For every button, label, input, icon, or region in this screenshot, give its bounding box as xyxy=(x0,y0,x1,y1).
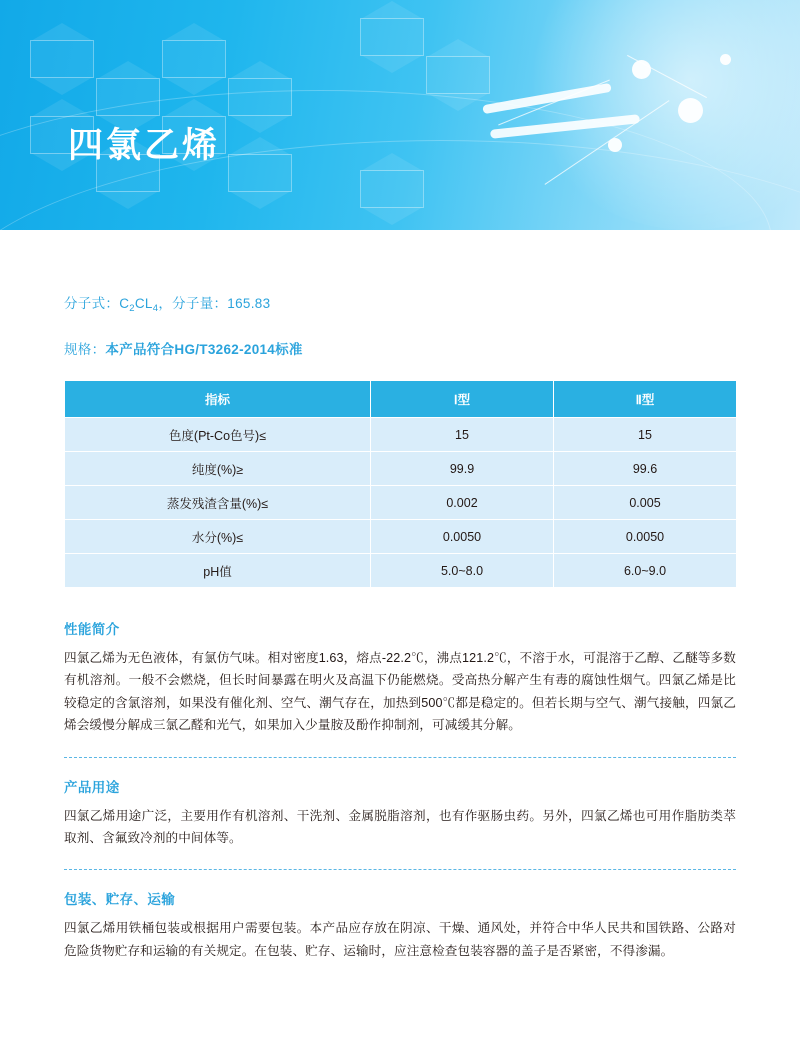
standard-value: 本产品符合HG/T3262-2014标准 xyxy=(105,342,303,357)
table-cell-type1: 0.0050 xyxy=(371,520,554,554)
table-cell-type1: 15 xyxy=(371,418,554,452)
table-row xyxy=(65,452,737,486)
hexagon-decoration xyxy=(360,18,424,56)
table-cell-type2: 6.0~9.0 xyxy=(554,554,737,588)
table-cell-indicator: 水分(%)≤ xyxy=(65,520,371,554)
table-cell-indicator: pH值 xyxy=(65,554,371,588)
section-divider xyxy=(64,869,736,870)
section-body-performance: 四氯乙烯为无色液体，有氯仿气味。相对密度1.63，熔点-22.2℃，沸点121.2℃，不溶于水，可混溶于乙醇、乙醚等多数有机溶剂。一般不会燃烧，但长时间暴露在明火及高温下仍能燃烧。受高热分解产生有毒的腐蚀性烟气。四氯乙烯是比较稳定的含氯溶剂，如果没有催化剂、空气、潮气存在，加热到500℃都是稳定的。但若长期与空气、潮气接触，四氯乙烯会缓慢分解成三氯乙醛和光气，如果加入少量胺及酚作抑制剂，可减缓其分解。 xyxy=(64,651,736,733)
hexagon-decoration xyxy=(162,40,226,78)
table-cell-indicator: 蒸发残渣含量(%)≤ xyxy=(65,486,371,520)
page-banner xyxy=(0,0,800,230)
section-title-performance: 性能简介 xyxy=(64,622,120,637)
formula-c: C xyxy=(119,296,130,311)
section-body-usage: 四氯乙烯用途广泛，主要用作有机溶剂、干洗剂、金属脱脂溶剂，也有作驱肠虫药。另外，四氯乙烯也可用作脂肪类萃取剂、含氟致冷剂的中间体等。 xyxy=(64,808,736,846)
page-title: 四氯乙烯 xyxy=(68,126,221,165)
table-cell-type2: 99.6 xyxy=(554,452,737,486)
table-header-cell: 指标 xyxy=(65,381,371,418)
table-row xyxy=(65,486,737,520)
molecule-icon xyxy=(472,46,772,196)
table-cell-type2: 0.005 xyxy=(554,486,737,520)
standard-line xyxy=(64,338,736,358)
section-title-packaging: 包装、贮存、运输 xyxy=(64,892,176,908)
formula-sub-2: 2 xyxy=(129,303,135,314)
formula-label: 分子式： xyxy=(64,296,120,311)
table-cell-type1: 5.0~8.0 xyxy=(371,554,554,588)
molecular-weight: ，分子量：165.83 xyxy=(158,296,271,311)
formula-sub-4: 4 xyxy=(152,303,159,314)
table-cell-type2: 0.0050 xyxy=(554,520,737,554)
hexagon-decoration xyxy=(30,40,94,78)
table-row xyxy=(65,554,737,588)
table-row xyxy=(65,418,737,452)
table-header-cell: Ⅰ型 xyxy=(371,381,554,418)
standard-label: 规格： xyxy=(64,342,106,357)
table-row xyxy=(65,520,737,554)
table-header-cell: Ⅱ型 xyxy=(554,381,737,418)
table-cell-type2: 15 xyxy=(554,418,737,452)
molecular-formula-line xyxy=(64,292,736,312)
table-header-row xyxy=(65,381,737,418)
document-body xyxy=(0,292,800,962)
formula-cl: CL xyxy=(134,296,153,311)
table-cell-type1: 0.002 xyxy=(371,486,554,520)
specification-table xyxy=(64,380,737,588)
section-body-packaging: 四氯乙烯用铁桶包装或根据用户需要包装。本产品应存放在阴凉、干燥、通风处，并符合中华人民共和国铁路、公路对危险货物贮存和运输的有关规定。在包装、贮存、运输时，应注意检查包装容器的盖子是否紧密，不得渗漏。 xyxy=(64,921,736,958)
table-cell-indicator: 纯度(%)≥ xyxy=(65,452,371,486)
section-divider xyxy=(64,757,736,758)
table-cell-indicator: 色度(Pt-Co色号)≤ xyxy=(65,418,371,452)
section-title-usage: 产品用途 xyxy=(64,779,120,795)
table-cell-type1: 99.9 xyxy=(371,452,554,486)
